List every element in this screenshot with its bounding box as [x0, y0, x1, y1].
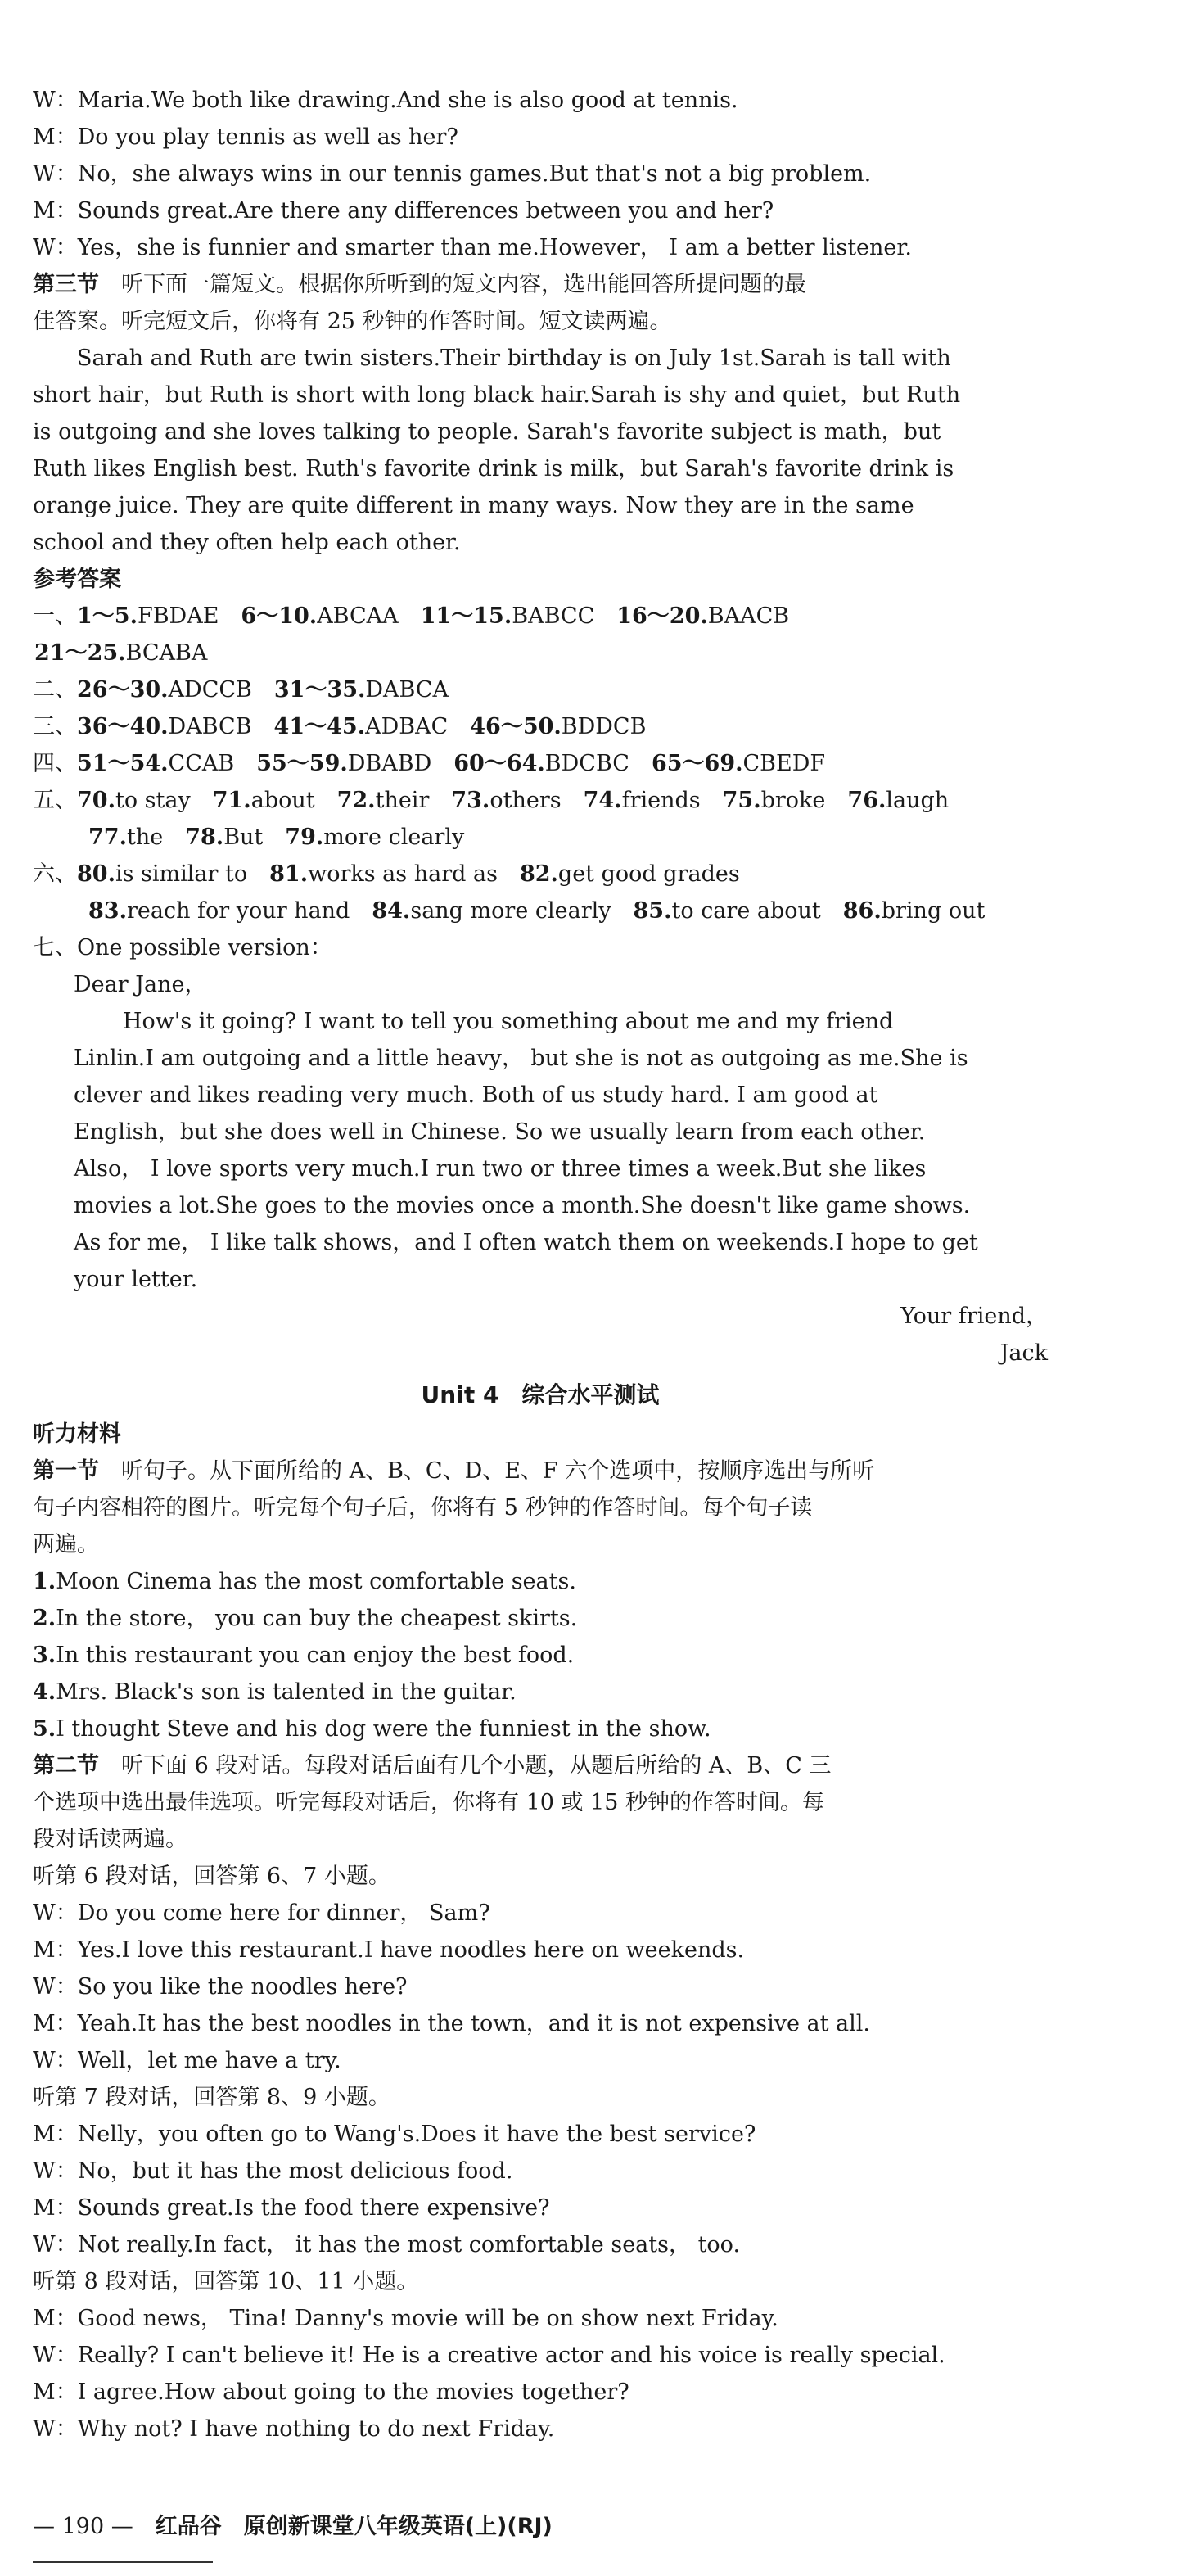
dialog-line: M：Nelly，you often go to Wang's.Does it have the best service?: [33, 2122, 756, 2147]
dialog-line: M：Good news， Tina! Danny's movie will be on show next Friday.: [33, 2306, 778, 2331]
dialog-line: M：Yes.I love this restaurant.I have noodles here on weekends.: [33, 1937, 745, 1963]
sentence-item: [33, 1711, 1048, 1747]
answer-value: DABCA: [365, 677, 449, 703]
answer-value: is similar to: [115, 861, 248, 887]
sentence-item: [33, 1674, 1048, 1711]
dialog-line: M：Yeah.It has the best noodles in the town，and it is not expensive at all.: [33, 2011, 871, 2036]
letter-signature: Jack: [999, 1340, 1048, 1366]
answer-range: 60～64.: [453, 751, 545, 776]
sentence-item: [33, 1637, 1048, 1674]
answer-range: 55～59.: [256, 751, 348, 776]
unit-title: Unit 4 综合水平测试: [421, 1381, 660, 1408]
answer-value: more clearly: [323, 825, 465, 850]
book-title: 红品谷 原创新课堂八年级英语(上)(RJ): [155, 2514, 553, 2539]
answer-value: DBABD: [347, 751, 432, 776]
dialog-line: W：So you like the noodles here?: [33, 1974, 408, 2000]
answer-part: 六、: [33, 861, 77, 887]
answer-value: BDCBC: [544, 751, 629, 776]
answer-row: [33, 782, 1048, 819]
answer-value: DABCB: [168, 714, 252, 739]
answer-value: But: [223, 825, 264, 850]
section1-text: 听句子。从下面所给的 A、B、C、D、E、F 六个选项中，按顺序选出与所听: [121, 1458, 875, 1484]
answer-number: 77.: [88, 825, 127, 850]
section2-instruction-cont: 段对话读两遍。: [33, 1827, 187, 1852]
answer-value: the: [126, 825, 164, 850]
answer-value: friends: [621, 788, 701, 813]
sentence-number: 3.: [33, 1643, 56, 1668]
answer-value: ABCAA: [317, 603, 399, 629]
listening-heading: 听力材料: [33, 1421, 121, 1447]
dialog-line: W：Not really.In fact， it has the most comfortable seats， too.: [33, 2232, 741, 2257]
answer-row: [33, 893, 1048, 929]
answer-value: broke: [760, 788, 826, 813]
answer-value: to stay: [115, 788, 191, 813]
passage-line: is outgoing and she loves talking to people. Sarah's favorite subject is math，but: [33, 419, 941, 445]
letter-line: Also， I love sports very much.I run two or three times a week.But she likes: [74, 1156, 927, 1182]
answer-value: laugh: [886, 788, 950, 813]
letter-line: As for me， I like talk shows，and I often watch them on weekends.I hope to get: [74, 1230, 978, 1255]
answer-value: bring out: [881, 898, 986, 924]
dialog-line: M：Sounds great.Are there any differences between you and her?: [33, 198, 774, 224]
dialog-intro: 听第 8 段对话，回答第 10、11 小题。: [33, 2269, 419, 2294]
answer-range: 51～54.: [77, 751, 169, 776]
answer-number: 81.: [269, 861, 309, 887]
answer-number: 70.: [77, 788, 115, 813]
answer-number: 73.: [451, 788, 490, 813]
footer-rule: [33, 2561, 213, 2563]
passage-line: Ruth likes English best. Ruth's favorite drink is milk，but Sarah's favorite drink is: [33, 456, 954, 481]
letter-greeting: Dear Jane，: [74, 972, 207, 997]
dialog-line: W：Maria.We both like drawing.And she is also good at tennis.: [33, 88, 738, 113]
page-footer: [33, 2507, 1048, 2547]
sentence-text: In the store， you can buy the cheapest skirts.: [56, 1606, 578, 1631]
sentence-text: Mrs. Black's son is talented in the guitar.: [56, 1679, 517, 1705]
answer-row: [33, 598, 1048, 635]
dialog-intro: 听第 7 段对话，回答第 8、9 小题。: [33, 2085, 390, 2110]
page-number: — 190 —: [33, 2514, 133, 2539]
passage-line: orange juice. They are quite different in many ways. Now they are in the same: [33, 493, 914, 518]
answer-range: 26～30.: [77, 677, 169, 703]
answer-row: [33, 671, 1048, 708]
dialog-line: W：Do you come here for dinner， Sam?: [33, 1900, 490, 1926]
answer-value: reach for your hand: [126, 898, 350, 924]
answer-part: 二、: [33, 677, 77, 703]
answer-value: about: [250, 788, 315, 813]
answer-part: 三、: [33, 714, 77, 739]
sentence-item: [33, 1600, 1048, 1637]
section3-instruction: [33, 266, 1048, 303]
dialog-line: W：Why not? I have nothing to do next Friday.: [33, 2416, 555, 2442]
answer-number: 78.: [185, 825, 224, 850]
letter-closing: Your friend，: [900, 1304, 1048, 1329]
letter-line: Linlin.I am outgoing and a little heavy， but she is not as outgoing as me.She is: [74, 1046, 968, 1071]
dialog-line: M：Sounds great.Is the food there expensive?: [33, 2195, 550, 2221]
answer-row: [33, 819, 1048, 856]
letter-line: How's it going? I want to tell you something about me and my friend: [123, 1009, 894, 1034]
section1-instruction-cont: 句子内容相符的图片。听完每个句子后，你将有 5 秒钟的作答时间。每个句子读: [33, 1495, 813, 1521]
section3-label: 第三节: [33, 272, 99, 297]
passage-line: Sarah and Ruth are twin sisters.Their birthday is on July 1st.Sarah is tall with: [77, 346, 951, 371]
answer-value: ADCCB: [168, 677, 252, 703]
letter-line: your letter.: [74, 1267, 198, 1292]
dialog-line: W：Really? I can't believe it! He is a creative actor and his voice is really special.: [33, 2343, 945, 2368]
answer-part: 四、: [33, 751, 77, 776]
sentence-text: Moon Cinema has the most comfortable seats.: [56, 1569, 576, 1594]
section1-label: 第一节: [33, 1458, 99, 1484]
answer-range: 36～40.: [77, 714, 169, 739]
answer-value: sang more clearly: [410, 898, 611, 924]
sentence-number: 5.: [33, 1716, 56, 1742]
page-content: [33, 82, 1048, 2447]
answer-value: BDDCB: [561, 714, 647, 739]
dialog-line: W：Well，let me have a try.: [33, 2048, 341, 2073]
answer-text: One possible version：: [77, 935, 332, 960]
sentence-number: 4.: [33, 1679, 56, 1705]
section2-instruction: [33, 1747, 1048, 1784]
letter-line: English，but she does well in Chinese. So we usually learn from each other.: [74, 1119, 926, 1145]
section3-text: 听下面一篇短文。根据你所听到的短文内容，选出能回答所提问题的最: [121, 272, 806, 297]
dialog-line: M：I agree.How about going to the movies together?: [33, 2379, 629, 2405]
answer-part: 五、: [33, 788, 77, 813]
answer-range: 16～20.: [616, 603, 708, 629]
answer-number: 82.: [519, 861, 558, 887]
section2-text: 听下面 6 段对话。每段对话后面有几个小题，从题后所给的 A、B、C 三: [121, 1753, 832, 1778]
answer-value: to care about: [671, 898, 821, 924]
section1-instruction-cont: 两遍。: [33, 1532, 99, 1557]
answer-number: 83.: [88, 898, 127, 924]
dialog-line: W：No，but it has the most delicious food.: [33, 2158, 513, 2184]
answer-value: get good grades: [557, 861, 740, 887]
section2-instruction-cont: 个选项中选出最佳选项。听完每段对话后，你将有 10 或 15 秒钟的作答时间。每: [33, 1790, 825, 1815]
answer-part: 一、: [33, 603, 77, 629]
answer-value: BAACB: [707, 603, 790, 629]
passage-line: school and they often help each other.: [33, 530, 461, 555]
letter-line: movies a lot.She goes to the movies once a month.She doesn't like game shows.: [74, 1193, 971, 1218]
dialog-line: W：No，she always wins in our tennis games.But that's not a big problem.: [33, 161, 872, 187]
sentence-number: 2.: [33, 1606, 56, 1631]
answer-part: 七、: [33, 935, 77, 960]
letter-line: clever and likes reading very much. Both of us study hard. I am good at: [74, 1082, 878, 1108]
answer-number: 84.: [372, 898, 411, 924]
dialog-line: W：Yes，she is funnier and smarter than me.However， I am a better listener.: [33, 235, 912, 260]
section2-label: 第二节: [33, 1753, 99, 1778]
answer-row: [33, 708, 1048, 745]
answer-number: 86.: [842, 898, 882, 924]
sentence-item: [33, 1563, 1048, 1600]
answers-heading: 参考答案: [33, 567, 121, 592]
dialog-intro: 听第 6 段对话，回答第 6、7 小题。: [33, 1864, 390, 1889]
answer-number: 80.: [77, 861, 115, 887]
section1-instruction: [33, 1453, 1048, 1489]
sentence-number: 1.: [33, 1569, 56, 1594]
answer-number: 75.: [722, 788, 761, 813]
sentence-text: In this restaurant you can enjoy the best food.: [56, 1643, 575, 1668]
answer-range: 46～50.: [470, 714, 562, 739]
answer-value: CCAB: [168, 751, 235, 776]
answer-value: BCABA: [125, 640, 208, 666]
answer-range: 31～35.: [273, 677, 366, 703]
answer-range: 65～69.: [651, 751, 743, 776]
answer-number: 71.: [212, 788, 251, 813]
answer-number: 72.: [336, 788, 376, 813]
answer-value: ADBAC: [365, 714, 449, 739]
answer-value: FBDAE: [137, 603, 219, 629]
answer-range: 1～5.: [77, 603, 138, 629]
answer-value: works as hard as: [308, 861, 498, 887]
answer-row: [33, 745, 1048, 782]
passage-line: short hair，but Ruth is short with long black hair.Sarah is shy and quiet，but Ruth: [33, 382, 961, 408]
answer-value: others: [489, 788, 562, 813]
answer-range: 41～45.: [273, 714, 366, 739]
answer-number: 76.: [847, 788, 886, 813]
sentence-text: I thought Steve and his dog were the funniest in the show.: [56, 1716, 711, 1742]
answer-range: 6～10.: [241, 603, 318, 629]
answer-value: CBEDF: [742, 751, 826, 776]
answer-row: [33, 856, 1048, 893]
section3-instruction-cont: 佳答案。听完短文后，你将有 25 秒钟的作答时间。短文读两遍。: [33, 309, 672, 334]
answer-value: their: [375, 788, 430, 813]
answer-row: [33, 929, 1048, 966]
answer-number: 85.: [633, 898, 672, 924]
dialog-line: M：Do you play tennis as well as her?: [33, 124, 458, 150]
answer-number: 74.: [583, 788, 622, 813]
answer-number: 79.: [285, 825, 324, 850]
answer-range: 21～25.: [34, 640, 126, 666]
answer-row: [33, 635, 1048, 671]
answer-range: 11～15.: [420, 603, 512, 629]
answer-value: BABCC: [512, 603, 595, 629]
